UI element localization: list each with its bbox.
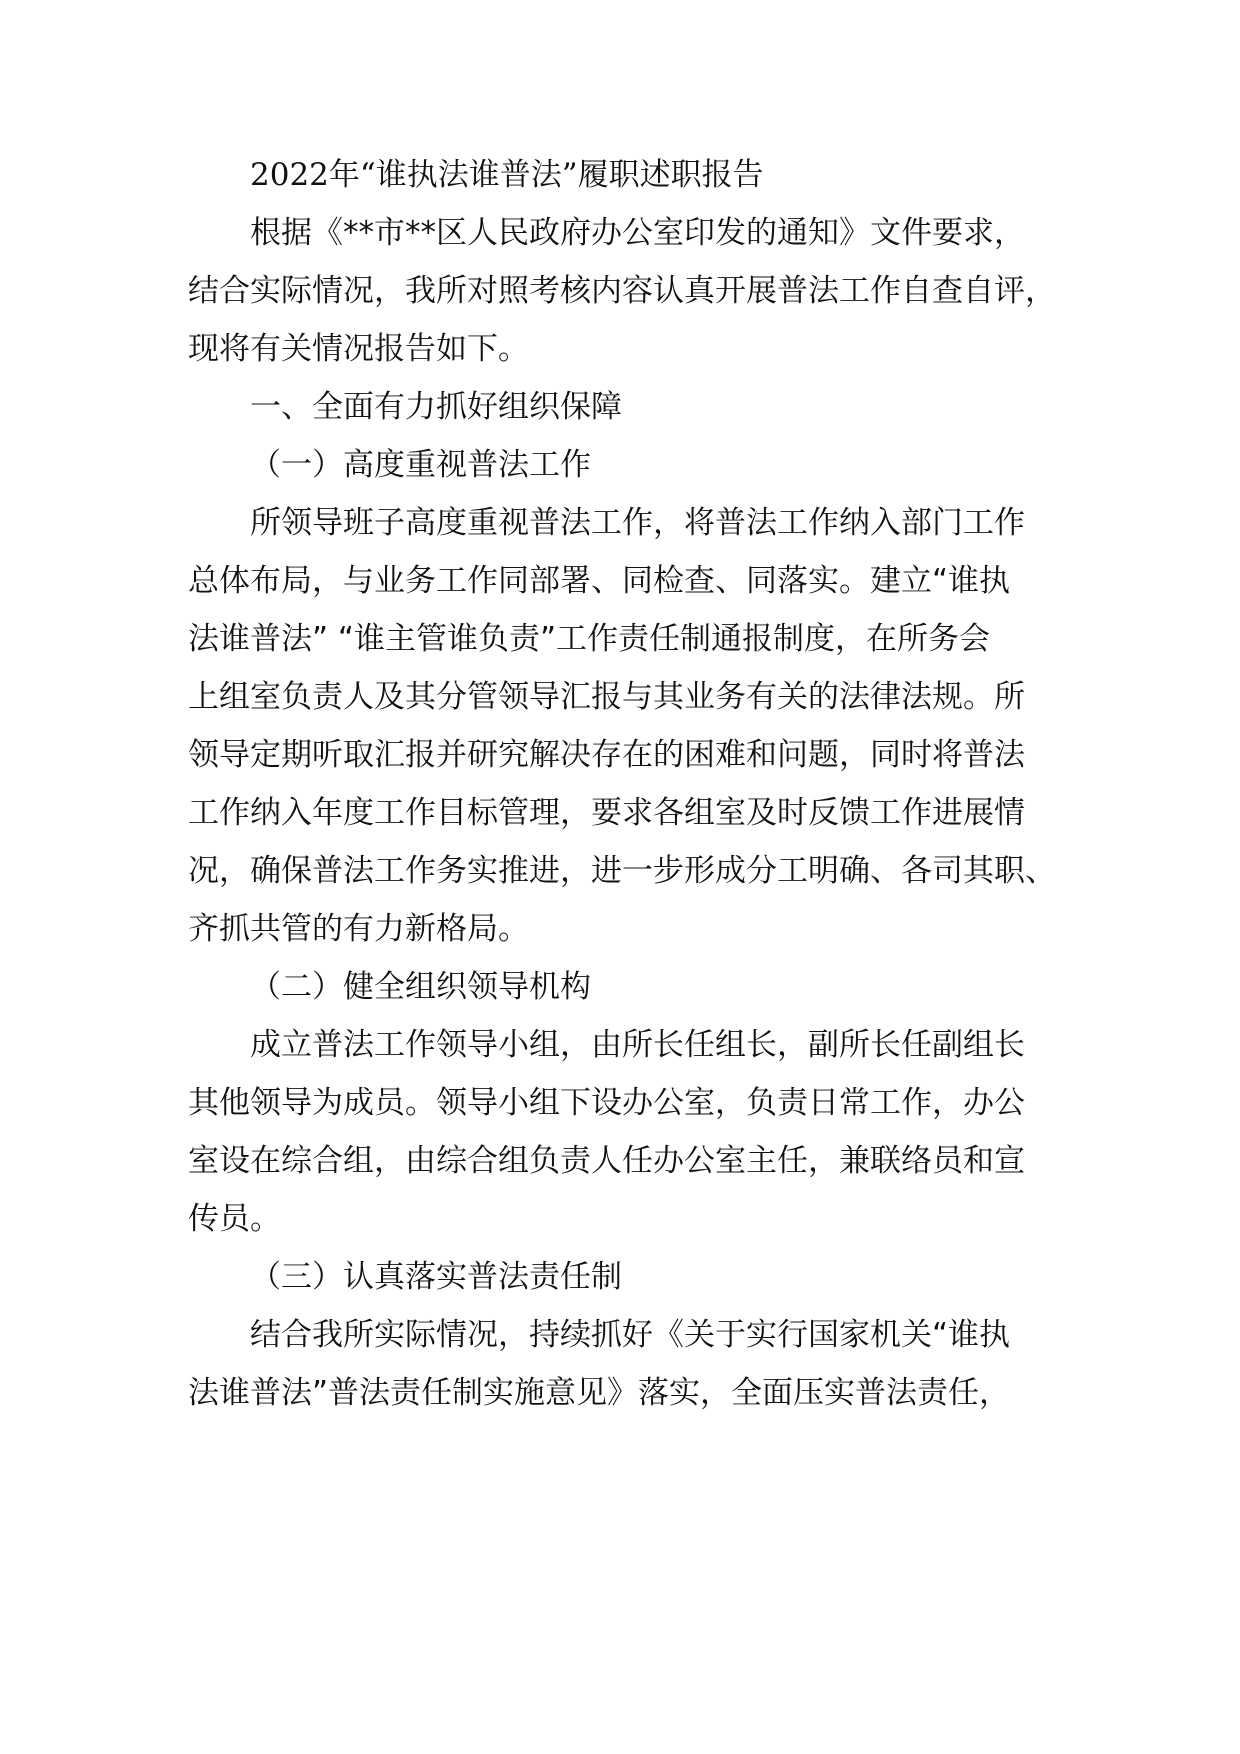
intro-line-1: 根据《**市**区人民政府办公室印发的通知》文件要求， [250, 215, 1025, 251]
subsection-1-heading: （一）高度重视普法工作 [250, 447, 591, 483]
paragraph-line: 传员。 [188, 1201, 281, 1237]
paragraph-line: 其他领导为成员。领导小组下设办公室，负责日常工作，办公 [188, 1085, 1025, 1121]
paragraph-line: 齐抓共管的有力新格局。 [188, 911, 529, 947]
intro-line-3: 现将有关情况报告如下。 [188, 331, 529, 367]
subsection-3-heading: （三）认真落实普法责任制 [250, 1259, 622, 1295]
paragraph-line: 上组室负责人及其分管领导汇报与其业务有关的法律法规。所 [188, 679, 1025, 715]
document-title: 2022年“谁执法谁普法”履职述职报告 [250, 157, 764, 193]
paragraph-line: 领导定期听取汇报并研究解决存在的困难和问题，同时将普法 [188, 737, 1025, 773]
paragraph-line: 所领导班子高度重视普法工作，将普法工作纳入部门工作 [250, 505, 1025, 541]
intro-line-2: 结合实际情况，我所对照考核内容认真开展普法工作自查自评， [188, 273, 1056, 309]
paragraph-line: 法谁普法” “谁主管谁负责”工作责任制通报制度，在所务会 [188, 621, 991, 657]
paragraph-line: 结合我所实际情况，持续抓好《关于实行国家机关“谁执 [250, 1317, 1011, 1353]
paragraph-line: 工作纳入年度工作目标管理，要求各组室及时反馈工作进展情 [188, 795, 1025, 831]
subsection-2-heading: （二）健全组织领导机构 [250, 969, 591, 1005]
paragraph-line: 室设在综合组，由综合组负责人任办公室主任，兼联络员和宣 [188, 1143, 1025, 1179]
paragraph-line: 况，确保普法工作务实推进，进一步形成分工明确、各司其职、 [188, 853, 1056, 889]
section-1-heading: 一、全面有力抓好组织保障 [250, 389, 622, 425]
paragraph-line: 法谁普法”普法责任制实施意见》落实，全面压实普法责任， [188, 1375, 1011, 1411]
paragraph-line: 总体布局，与业务工作同部署、同检查、同落实。建立“谁执 [188, 563, 1011, 599]
paragraph-line: 成立普法工作领导小组，由所长任组长，副所长任副组长 [250, 1027, 1025, 1063]
